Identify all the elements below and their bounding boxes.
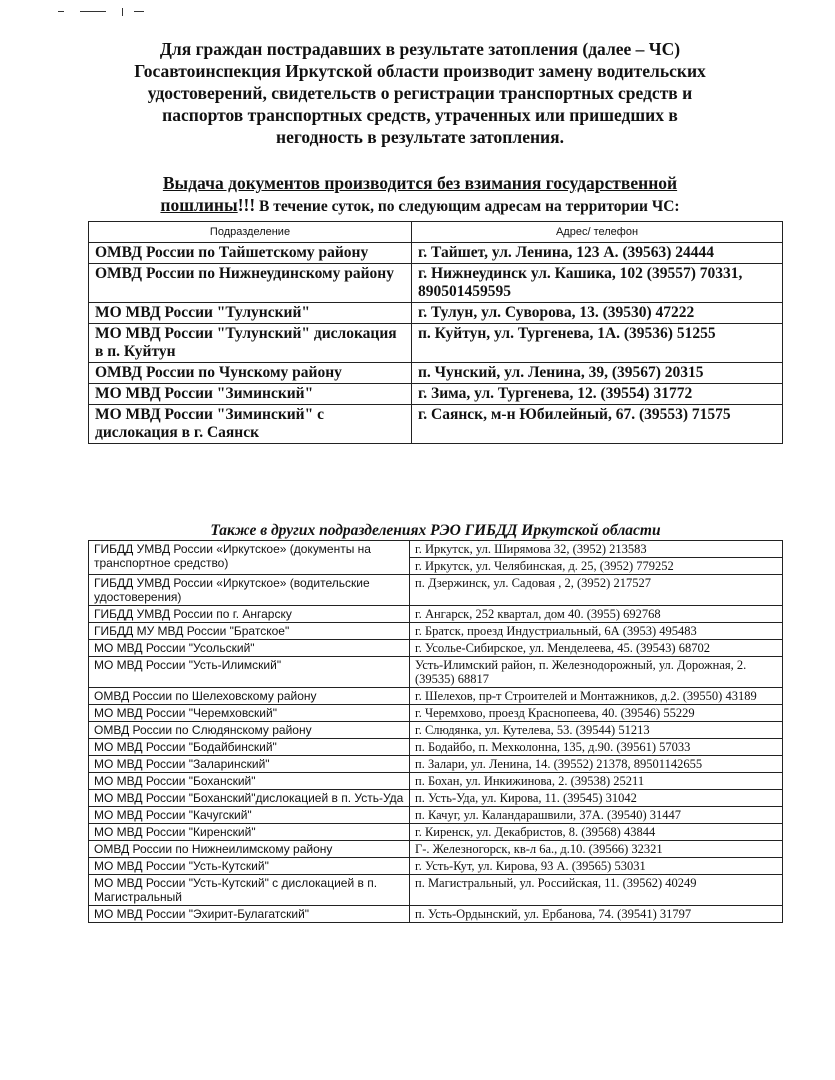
table-row [89,606,783,623]
address-cell: г. Тайшет, ул. Ленина, 123 А. (39563) 24444 [412,243,783,264]
issuance-rest: В течение суток, по следующим адресам на территории ЧС: [255,198,680,215]
department-cell: МО МВД России "Боханский"дислокацией в п. Усть-Уда [89,790,410,807]
address-cell: г. Черемхово, проезд Краснопеева, 40. (39546) 55229 [410,705,783,722]
department-cell: МО МВД России "Боханский" [89,773,410,790]
department-cell: ГИБДД УМВД России «Иркутское» (документы на транспортное средство) [89,541,410,575]
department-cell: ОМВД России по Нижнеилимскому району [89,841,410,858]
address-cell: г. Нижнеудинск ул. Кашика, 102 (39557) 70331, 890501459595 [412,264,783,303]
address-cell: г. Иркутск, ул. Ширямова 32, (3952) 213583 [410,541,783,558]
address-cell: п. Бодайбо, п. Мехколонна, 135, д.90. (39561) 57033 [410,739,783,756]
table-row [89,790,783,807]
intro-line: Госавтоинспекция Иркутской области производит замену водительских [134,61,706,81]
section-title-other-departments: Также в других подразделениях РЭО ГИБДД Иркутской области [210,522,661,539]
table-row [89,722,783,739]
address-cell: п. Куйтун, ул. Тургенева, 1А. (39536) 51255 [412,324,783,363]
address-cell: г. Тулун, ул. Суворова, 13. (39530) 47222 [412,303,783,324]
department-cell: ГИБДД УМВД России «Иркутское» (водительские удостоверения) [89,575,410,606]
intro-line: Для граждан пострадавших в результате затопления (далее – ЧС) [159,39,681,59]
table-row [89,824,783,841]
table-row [89,243,783,264]
department-cell: МО МВД России "Бодайбинский" [89,739,410,756]
department-cell: ГИБДД МУ МВД России "Братское" [89,623,410,640]
table-row [89,773,783,790]
table-row [89,657,783,688]
department-cell: МО МВД России "Тулунский" дислокация в п. Куйтун [89,324,412,363]
table-row [89,303,783,324]
address-cell: г. Иркутск, ул. Челябинская, д. 25, (3952) 779252 [410,558,783,575]
department-cell: МО МВД России "Заларинский" [89,756,410,773]
table-row [89,756,783,773]
table-row [89,384,783,405]
table-header-row [89,222,783,243]
issuance-notice [95,172,745,218]
department-cell: МО МВД России "Зиминский" [89,384,412,405]
issuance-exclaim: !!! [237,195,256,215]
address-cell: п. Бохан, ул. Инкижинова, 2. (39538) 25211 [410,773,783,790]
table-row [89,363,783,384]
table-row [89,541,783,558]
header-address: Адрес/ телефон [412,222,783,243]
address-cell: г. Усть-Кут, ул. Кирова, 93 А. (39565) 53031 [410,858,783,875]
intro-line: негодность в результате затопления. [276,127,564,147]
address-cell: п. Магистральный, ул. Российская, 11. (39562) 40249 [410,875,783,906]
department-cell: ОМВД России по Слюдянскому району [89,722,410,739]
department-cell: МО МВД России "Усть-Кутский" [89,858,410,875]
department-cell: МО МВД России "Черемховский" [89,705,410,722]
department-cell: МО МВД России "Тулунский" [89,303,412,324]
address-cell: п. Залари, ул. Ленина, 14. (39552) 21378, 89501142655 [410,756,783,773]
address-cell: г. Киренск, ул. Декабристов, 8. (39568) 43844 [410,824,783,841]
department-cell: ОМВД России по Шелеховскому району [89,688,410,705]
department-cell: ОМВД России по Тайшетскому району [89,243,412,264]
address-cell: п. Чунский, ул. Ленина, 39, (39567) 20315 [412,363,783,384]
main-addresses-table [88,221,783,444]
table-row [89,807,783,824]
department-cell: МО МВД России "Киренский" [89,824,410,841]
department-cell: МО МВД России "Усольский" [89,640,410,657]
other-departments-table [88,540,783,923]
address-cell: г. Слюдянка, ул. Кутелева, 53. (39544) 51213 [410,722,783,739]
intro-line: паспортов транспортных средств, утраченных или пришедших в [162,105,678,125]
scan-mark [58,8,148,14]
address-cell: г. Братск, проезд Индустриальный, 6А (3953) 495483 [410,623,783,640]
department-cell: МО МВД России "Зиминский" с дислокация в г. Саянск [89,405,412,444]
table-row [89,623,783,640]
table-row [89,688,783,705]
address-cell: п. Усть-Ордынский, ул. Ербанова, 74. (39541) 31797 [410,906,783,923]
intro-paragraph [100,38,740,148]
table-row [89,575,783,606]
table-row [89,324,783,363]
table-row [89,705,783,722]
table-row [89,739,783,756]
issuance-duty: пошлины [160,195,238,215]
address-cell: г. Усолье-Сибирское, ул. Менделеева, 45. (39543) 68702 [410,640,783,657]
department-cell: МО МВД России "Эхирит-Булагатский" [89,906,410,923]
table-row [89,906,783,923]
department-cell: ОМВД России по Чунскому району [89,363,412,384]
address-cell: г. Зима, ул. Тургенева, 12. (39554) 31772 [412,384,783,405]
address-cell: п. Усть-Уда, ул. Кирова, 11. (39545) 31042 [410,790,783,807]
issuance-free-of-charge: Выдача документов производится без взимания государственной [162,173,678,193]
table-row [89,405,783,444]
address-cell: п. Дзержинск, ул. Садовая , 2, (3952) 217527 [410,575,783,606]
department-cell: ГИБДД УМВД России по г. Ангарску [89,606,410,623]
table-row [89,858,783,875]
department-cell: МО МВД России "Усть-Илимский" [89,657,410,688]
address-cell: г. Шелехов, пр-т Строителей и Монтажников, д.2. (39550) 43189 [410,688,783,705]
table-row [89,841,783,858]
address-cell: Усть-Илимский район, п. Железнодорожный, ул. Дорожная, 2. (39535) 68817 [410,657,783,688]
department-cell: МО МВД России "Качугский" [89,807,410,824]
address-cell: Г-. Железногорск, кв-л 6а., д.10. (39566) 32321 [410,841,783,858]
header-department: Подразделение [89,222,412,243]
department-cell: МО МВД России "Усть-Кутский" с дислокацией в п. Магистральный [89,875,410,906]
address-cell: г. Саянск, м-н Юбилейный, 67. (39553) 71575 [412,405,783,444]
department-cell: ОМВД России по Нижнеудинскому району [89,264,412,303]
table-row [89,640,783,657]
address-cell: г. Ангарск, 252 квартал, дом 40. (3955) 692768 [410,606,783,623]
address-cell: п. Качуг, ул. Каландарашвили, 37А. (39540) 31447 [410,807,783,824]
table-row [89,264,783,303]
intro-line: удостоверений, свидетельств о регистрации транспортных средств и [147,83,693,103]
table-row [89,875,783,906]
